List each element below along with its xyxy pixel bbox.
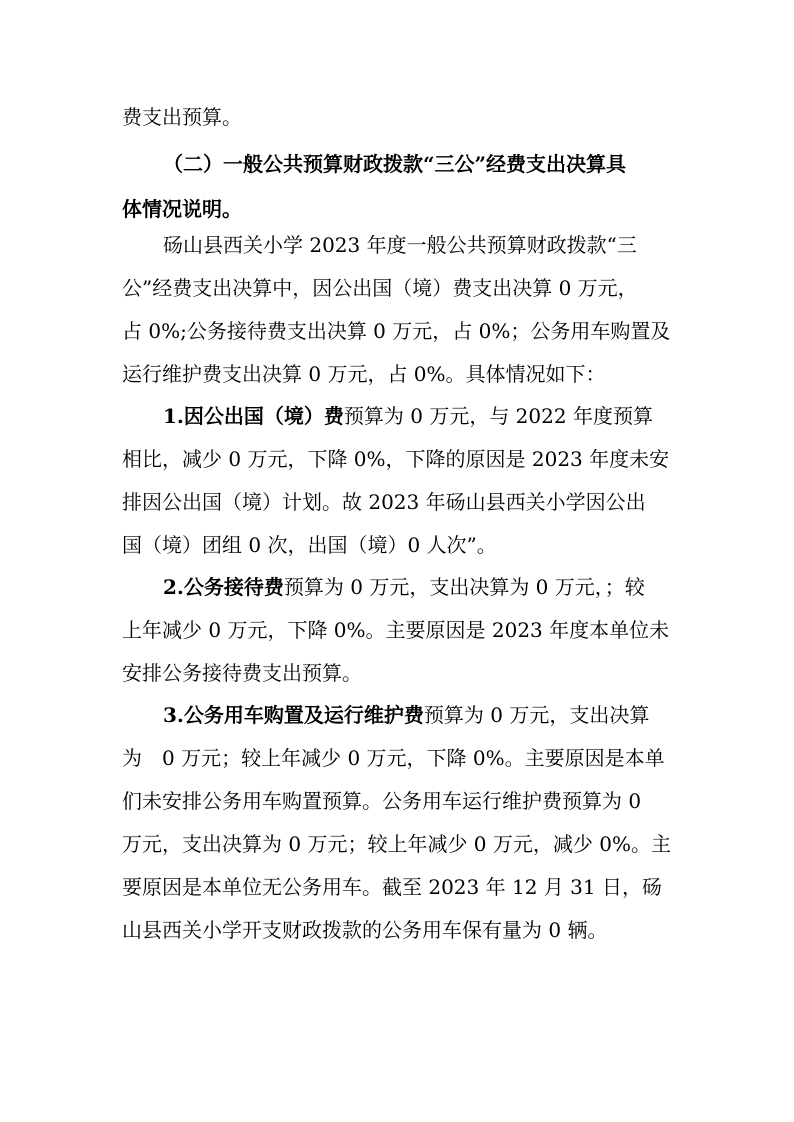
section-heading: （二）一般公共预算财政拨款“三公”经费支出决算具 xyxy=(163,152,627,176)
body-line: 上年减少 0 万元，下降 0%。主要原因是 2023 年度本单位未 xyxy=(122,618,670,642)
section-heading-continued: 体情况说明。 xyxy=(122,197,242,221)
body-line: 公”经费支出决算中，因公出国（境）费支出决算 0 万元， xyxy=(122,276,638,300)
body-line: 万元，支出决算为 0 万元；较上年减少 0 万元，减少 0%。主 xyxy=(122,832,671,856)
item-3-text: 预算为 0 万元，支出决算 xyxy=(423,703,650,727)
item-2-first-line xyxy=(0,567,794,607)
body-line: 山县西关小学开支财政拨款的公务用车保有量为 0 辆。 xyxy=(122,918,608,942)
item-1-label: 1.因公出国（境）费 xyxy=(163,404,344,428)
body-line: 排因公出国（境）计划。故 2023 年砀山县西关小学因公出 xyxy=(122,490,646,514)
body-line: 占 0%;公务接待费支出决算 0 万元，占 0%；公务用车购置及 xyxy=(122,319,671,343)
body-line: 运行维护费支出决算 0 万元，占 0%。具体情况如下： xyxy=(122,362,606,386)
body-line: 费支出预算。 xyxy=(122,105,242,129)
body-line: 国（境）团组 0 次，出国（境）0 人次”。 xyxy=(122,533,497,557)
item-3-label: 3.公务用车购置及运行维护费 xyxy=(163,703,424,727)
body-line: 安排公务接待费支出预算。 xyxy=(122,661,362,685)
body-line: 要原因是本单位无公务用车。截至 2023 年 12 月 31 日，砀 xyxy=(122,875,662,899)
item-1-text: 预算为 0 万元，与 2022 年度预算 xyxy=(343,404,653,428)
body-line: 相比，减少 0 万元，下降 0%，下降的原因是 2023 年度未安 xyxy=(122,447,670,471)
item-1-first-line xyxy=(0,396,794,436)
item-3-first-line xyxy=(0,695,794,735)
body-line: 为 0 万元；较上年减少 0 万元，下降 0%。主要原因是本单 xyxy=(122,746,665,770)
item-2-label: 2.公务接待费 xyxy=(163,575,284,599)
body-line: 们未安排公务用车购置预算。公务用车运行维护费预算为 0 xyxy=(122,789,642,813)
body-line: 砀山县西关小学 2023 年度一般公共预算财政拨款“三 xyxy=(163,233,637,257)
item-2-text: 预算为 0 万元，支出决算为 0 万元，；较 xyxy=(283,575,645,599)
